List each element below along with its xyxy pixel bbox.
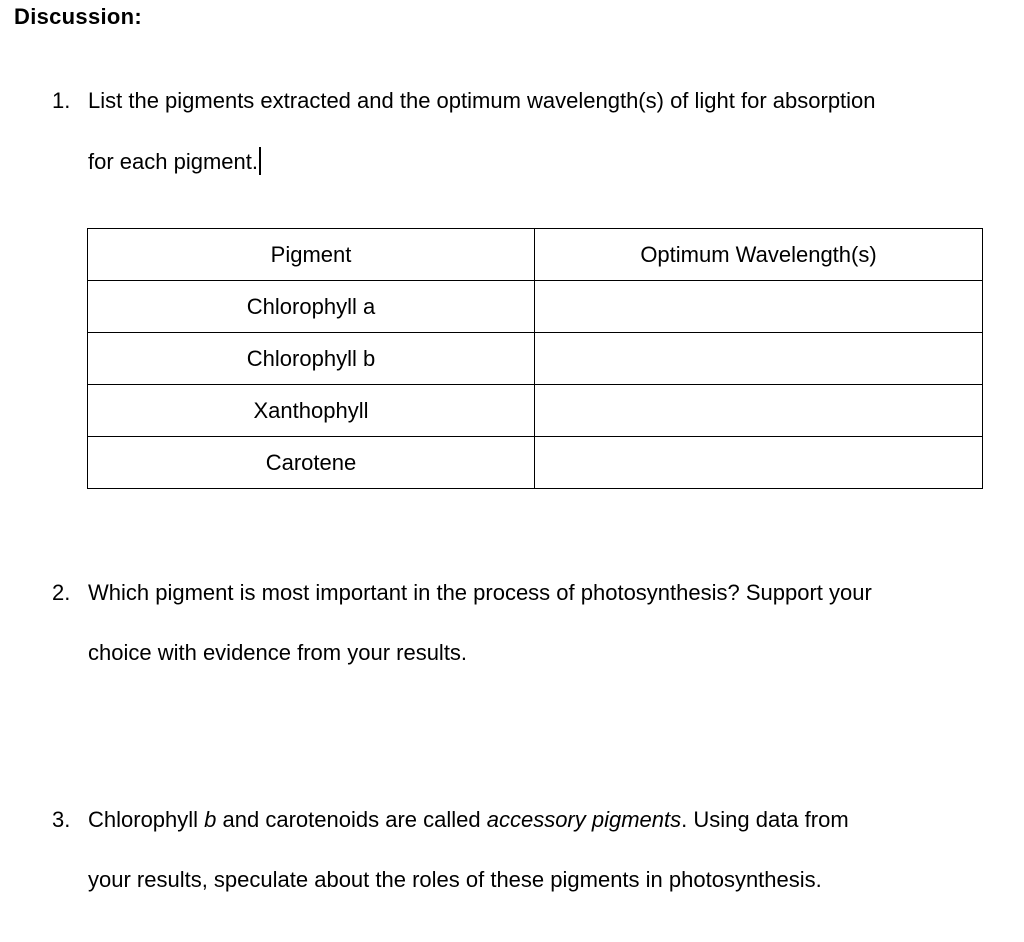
q3-italic-b: b [204,807,217,832]
question-2-line-2: choice with evidence from your results. [88,640,468,665]
pigment-cell: Xanthophyll [88,385,535,437]
q3-text-c: and carotenoids are called [216,807,487,832]
section-heading: Discussion: [14,4,142,29]
question-1-line-1: List the pigments extracted and the optimum wavelength(s) of light for absorption [88,88,876,113]
table-row [88,437,983,489]
question-1-line-2[interactable] [88,147,261,175]
table-header-row [88,229,983,281]
question-3-number: 3. [52,807,71,832]
question-3-line-2: your results, speculate about the roles of these pigments in photosynthesis. [88,867,822,892]
wavelength-cell[interactable] [535,333,983,385]
header-pigment: Pigment [88,229,535,281]
table-row [88,281,983,333]
question-1-number: 1. [52,88,71,113]
table-row [88,333,983,385]
question-1-line-2-text: for each pigment. [88,149,258,174]
wavelength-cell[interactable] [535,437,983,489]
wavelength-cell[interactable] [535,385,983,437]
table-row [88,385,983,437]
pigment-cell: Chlorophyll b [88,333,535,385]
question-2-line-1: Which pigment is most important in the process of photosynthesis? Support your [88,580,872,605]
q3-italic-accessory-pigments: accessory pigments [486,807,682,832]
question-2-number: 2. [52,580,71,605]
question-3-line-1 [88,807,849,833]
pigment-table [87,228,983,489]
pigment-cell: Carotene [88,437,535,489]
text-cursor [259,147,261,175]
header-optimum-wavelength: Optimum Wavelength(s) [535,229,983,281]
wavelength-cell[interactable] [535,281,983,333]
q3-text-e: . Using data from [681,807,849,832]
q3-text-a: Chlorophyll [88,807,205,832]
pigment-cell: Chlorophyll a [88,281,535,333]
